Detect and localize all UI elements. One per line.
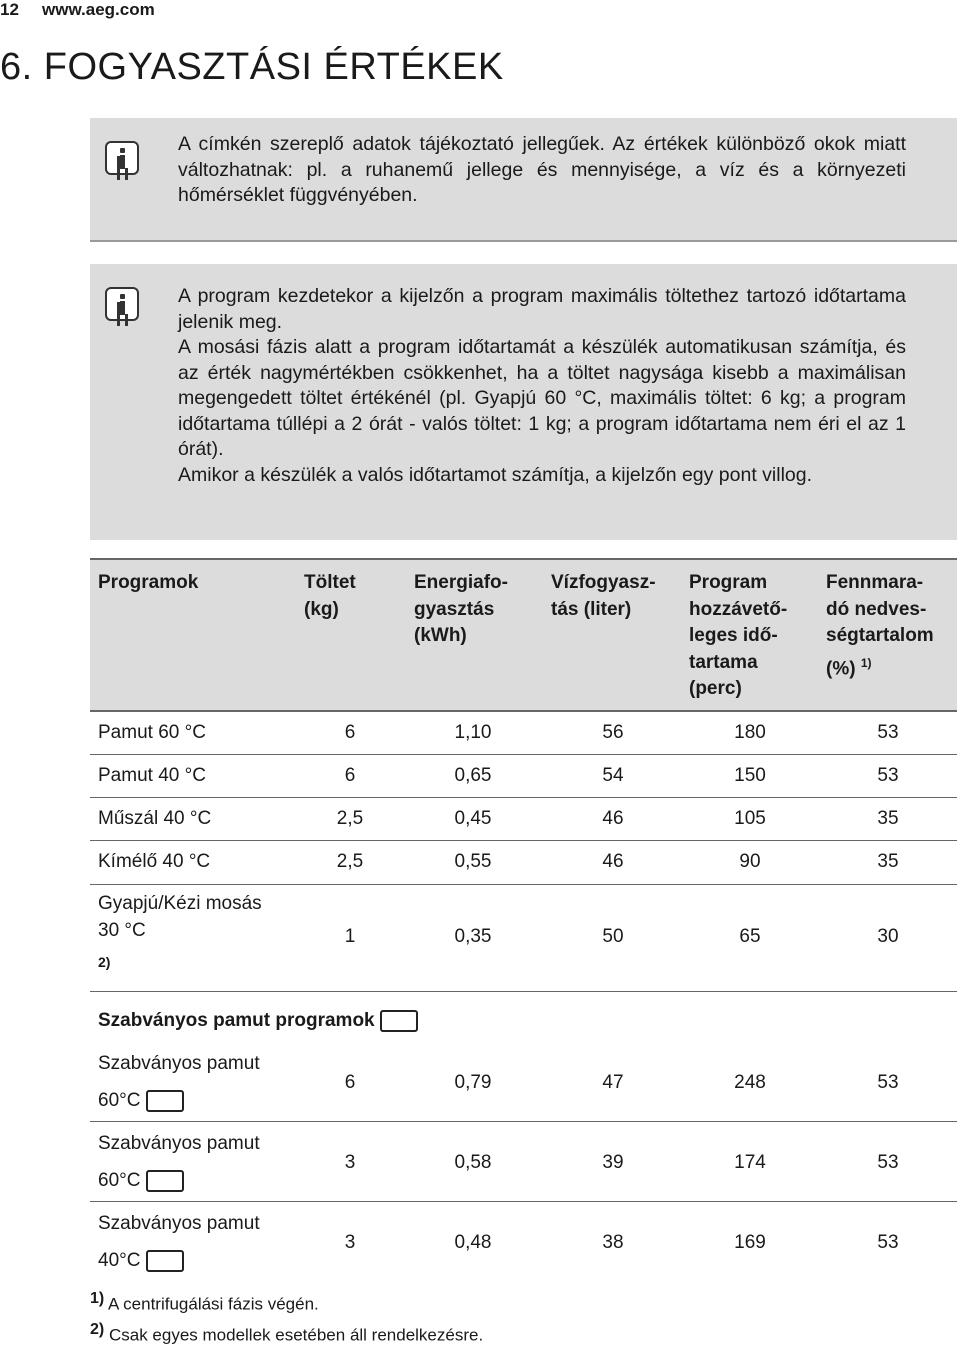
table-row: Gyapjú/Kézi mosás 30 °C 2) 1 0,35 50 65 30 xyxy=(90,885,957,992)
table-row: Szabványos pamut 40°C 3 0,48 38 169 53 xyxy=(98,1213,899,1271)
page-header xyxy=(0,0,155,20)
info-box-1 xyxy=(90,118,957,242)
info-text xyxy=(178,284,906,488)
standard-program-icon xyxy=(146,1090,184,1112)
info-icon xyxy=(105,141,139,175)
footnote-mark: 2) xyxy=(98,954,111,970)
standard-program-icon xyxy=(146,1170,184,1192)
page-title: 6. FOGYASZTÁSI ÉRTÉKEK xyxy=(0,46,504,88)
info-icon xyxy=(105,287,139,321)
col-header-energy: Energiafo- gyasztás (kWh) xyxy=(414,572,508,646)
info-paragraph: A mosási fázis alatt a program időtartamát a készülék automatikusan számítja, és az érték nagymértékben csökkenhet, ha a töltet nagysága kisebb a maximálisan megengedett töltet értékénél (pl. Gyapjú 60 °C, maximális töltet: 6 kg; a program időtartama túllépi a 2 órát - valós töltet: 1 kg; a program időtartama nem éri el az 1 órát). xyxy=(178,336,906,460)
table-row: Pamut 40 °C 6 0,65 54 150 53 xyxy=(90,755,957,798)
table-row: Kímélő 40 °C 2,5 0,55 46 90 35 xyxy=(90,841,957,885)
footnote-1: $^{1)}$ A centrifugálási fázis végén. xyxy=(90,1290,319,1314)
col-header-load: Töltet (kg) xyxy=(304,572,356,620)
info-text xyxy=(178,132,906,209)
col-header-duration: Program hozzávető- leges idő- tartama (perc) xyxy=(689,572,788,699)
section-row xyxy=(90,992,957,1040)
standard-program-icon xyxy=(380,1010,418,1032)
table-row: Szabványos pamut 60°C 6 0,79 47 248 53 xyxy=(90,1043,957,1122)
footnote-mark: 1) xyxy=(860,655,872,670)
info-paragraph: Amikor a készülék a valós időtartamot számítja, a kijelzőn egy pont villog. xyxy=(178,463,813,486)
footnote-mark: 1) xyxy=(90,1290,105,1307)
table-row: Szabványos pamut 60°C 3 0,58 39 174 53 xyxy=(90,1123,957,1202)
standard-program-icon xyxy=(146,1250,184,1272)
section-title: Szabványos pamut programok xyxy=(98,1008,418,1034)
table-row: Műszál 40 °C 2,5 0,45 46 105 35 xyxy=(90,798,957,841)
table-row: Pamut 60 °C 6 1,10 56 180 53 xyxy=(90,712,957,755)
footnote-2: $^{2)}$ Csak egyes modellek esetében áll rendelkezésre. xyxy=(90,1321,484,1345)
col-header-programs: Programok xyxy=(98,572,199,593)
col-header-water: Vízfogyasz- tás (liter) xyxy=(551,572,656,620)
info-box-2 xyxy=(90,264,957,540)
info-paragraph: A program kezdetekor a kijelzőn a program maximális töltethez tartozó időtartama jelenik meg. xyxy=(178,285,906,333)
footnote-mark: 2) xyxy=(90,1321,105,1338)
site-url[interactable]: www.aeg.com xyxy=(42,0,155,19)
info-paragraph: A címkén szereplő adatok tájékoztató jellegűek. Az értékek különböző okok miatt változhatnak: pl. a ruhanemű jellege és mennyisége, a víz és a környezeti hőmérséklet függvényében. xyxy=(178,133,906,206)
page-number: 12 xyxy=(0,0,19,19)
col-header-moisture: Fennmara- dó nedves- ségtartalom (%) $^{1)}$ xyxy=(826,572,934,679)
